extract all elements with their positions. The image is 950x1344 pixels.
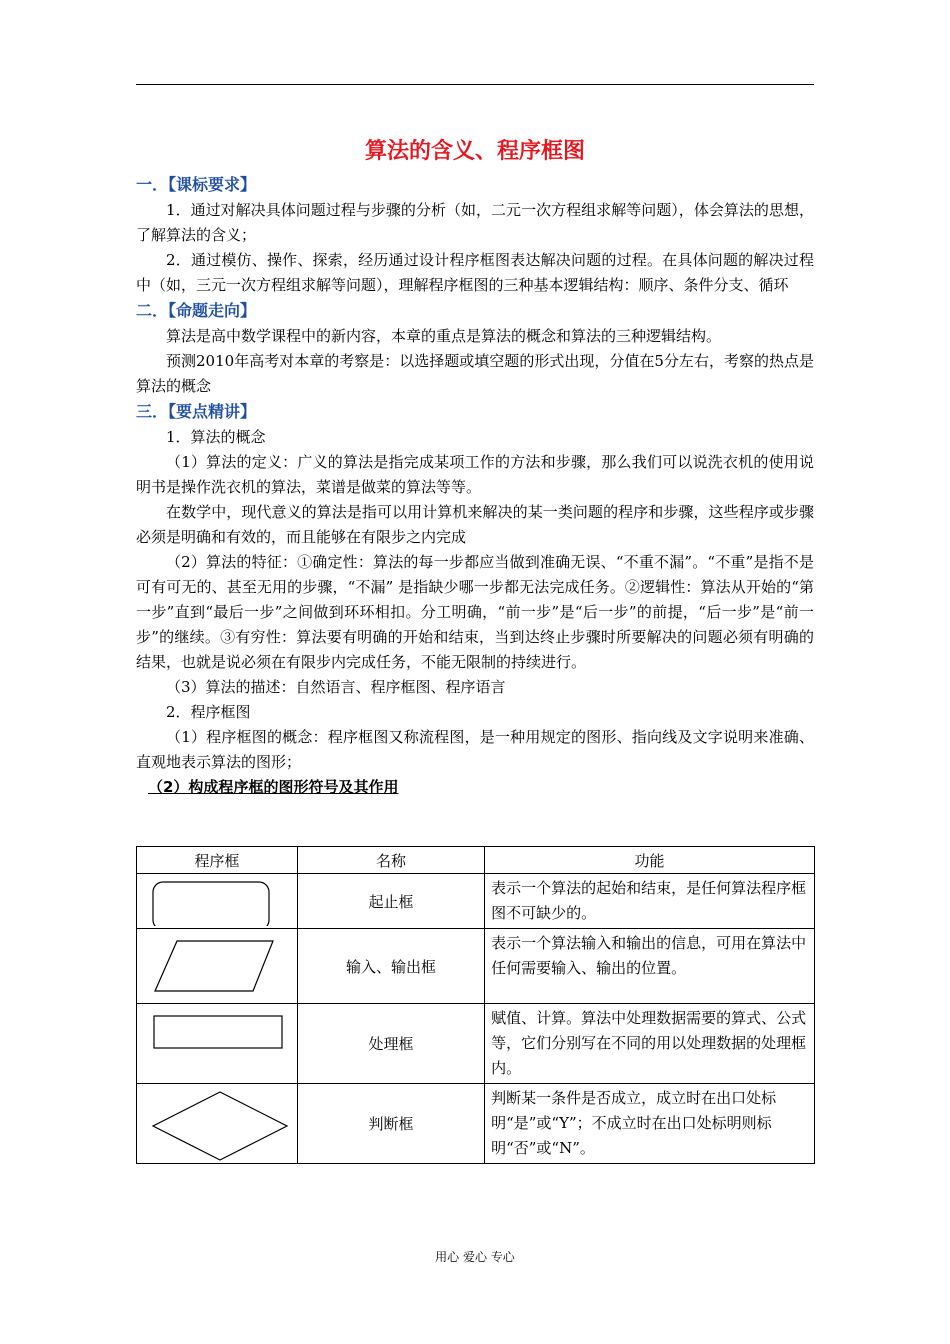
table-cell: 表示一个算法输入和输出的信息，可用在算法中任何需要输入、输出的位置。 — [485, 929, 815, 1004]
symbol-cell — [137, 874, 298, 929]
section-heading-1: 一．【课标要求】 — [136, 175, 257, 194]
paragraph: （3）算法的描述：自然语言、程序框图、程序语言 — [166, 678, 506, 696]
symbol-cell — [137, 1004, 298, 1084]
rounded-rect-icon — [137, 876, 297, 926]
page-title: 算法的含义、程序框图 — [364, 139, 585, 164]
table-cell: 起止框 — [298, 874, 485, 929]
paragraph: 算法是高中数学课程中的新内容，本章的重点是算法的概念和算法的三种逻辑结构。 — [166, 327, 722, 345]
table-cell: 输入、输出框 — [298, 929, 485, 1004]
table-row — [137, 929, 815, 1004]
table-cell: 表示一个算法的起始和结束，是任何算法程序框图不可缺少的。 — [485, 874, 815, 929]
table-caption: （2）构成程序框的图形符号及其作用 — [148, 778, 399, 796]
paragraph: （1）算法的定义：广义的算法是指完成某项工作的方法和步骤，那么我们可以说洗衣机的使用说明书是操作洗衣机的算法，菜谱是做菜的算法等等。 — [136, 453, 814, 496]
paragraph: 2．程序框图 — [166, 703, 251, 721]
table-row — [137, 874, 815, 929]
section-heading-3: 三．【要点精讲】 — [136, 402, 257, 421]
table-cell: 判断某一条件是否成立，成立时在出口处标明“是”或“Y”；不成立时在出口处标明则标明“否”或“N”。 — [485, 1084, 815, 1164]
paragraph: 1．通过对解决具体问题过程与步骤的分析（如，二元一次方程组求解等问题），体会算法的思想，了解算法的含义； — [136, 201, 814, 244]
parallelogram-icon — [137, 929, 297, 1003]
diamond-icon — [137, 1086, 297, 1162]
page-footer: 用心 爱心 专心 — [435, 1250, 515, 1264]
flowchart-symbol-table — [136, 846, 815, 1164]
paragraph: （2）算法的特征：①确定性：算法的每一步都应当做到准确无误、“不重不漏”。“不重”是指不是可有可无的、甚至无用的步骤，“不漏” 是指缺少哪一步都无法完成任务。②逻辑性：算法从开始的“第一步”直到“最后一步”之间做到环环相扣。分工明确，“前一步”是“后一步”的前提，“后一步”是“前一步”的继续。③有穷性：算法要有明确的开始和结束，当到达终止步骤时所要解决的问题必须有明确的结果，也就是说必须在有限步内完成任务，不能无限制的持续进行。 — [136, 553, 814, 671]
table-cell: 处理框 — [298, 1004, 485, 1084]
document-body — [136, 172, 814, 799]
paragraph: 2．通过模仿、操作、探索，经历通过设计程序框图表达解决问题的过程。在具体问题的解决过程中（如，三元一次方程组求解等问题），理解程序框图的三种基本逻辑结构：顺序、条件分支、循环 — [136, 251, 814, 294]
table-cell: 赋值、计算。算法中处理数据需要的算式、公式等，它们分别写在不同的用以处理数据的处理框内。 — [485, 1004, 815, 1084]
table-row — [137, 1084, 815, 1164]
symbol-cell — [137, 929, 298, 1004]
rectangle-icon — [137, 1006, 297, 1082]
paragraph: （1）程序框图的概念：程序框图又称流程图，是一种用规定的图形、指向线及文字说明来准确、直观地表示算法的图形； — [136, 728, 814, 771]
header-rule — [136, 84, 814, 85]
paragraph: 1．算法的概念 — [166, 428, 266, 446]
section-heading-2: 二．【命题走向】 — [136, 301, 257, 320]
paragraph: 在数学中，现代意义的算法是指可以用计算机来解决的某一类问题的程序和步骤，这些程序或步骤必须是明确和有效的，而且能够在有限步之内完成 — [136, 503, 814, 546]
table-row — [137, 1004, 815, 1084]
paragraph: 预测2010年高考对本章的考察是：以选择题或填空题的形式出现，分值在5分左右，考察的热点是算法的概念 — [136, 352, 814, 395]
table-header: 名称 — [298, 847, 485, 874]
table-header: 程序框 — [137, 847, 298, 874]
table-header: 功能 — [485, 847, 815, 874]
table-cell: 判断框 — [298, 1084, 485, 1164]
symbol-cell — [137, 1084, 298, 1164]
table-header-row — [137, 847, 815, 874]
